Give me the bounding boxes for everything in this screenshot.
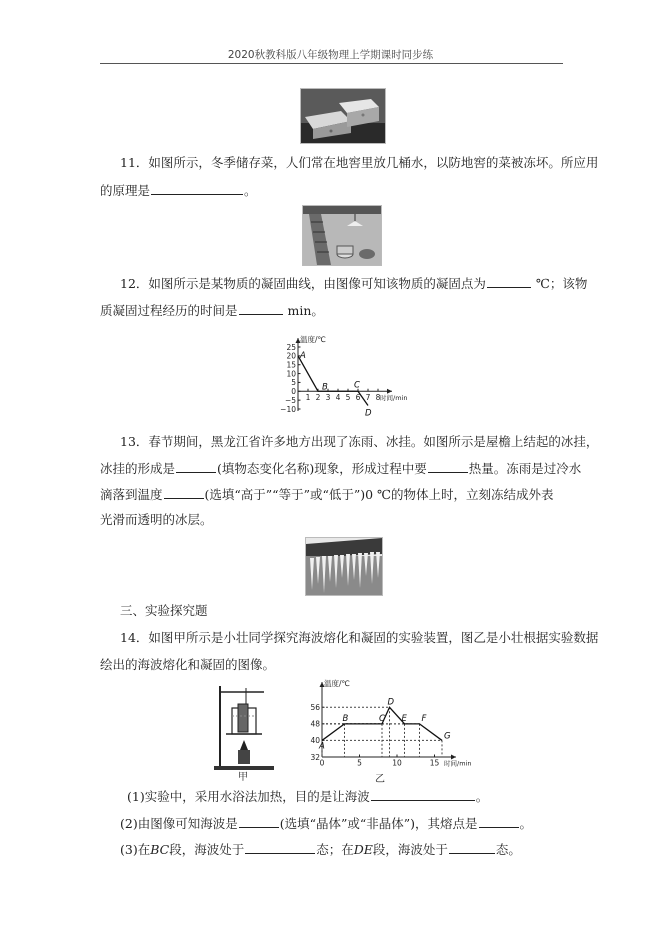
point-label-E: E bbox=[401, 713, 407, 724]
y-tick-label: 5 bbox=[291, 378, 296, 388]
test-tube bbox=[238, 704, 248, 732]
x-axis-label: 时间/min bbox=[444, 759, 472, 768]
y-axis-label: 温度/℃ bbox=[324, 679, 350, 688]
q14-p3-text-d: 态；在 bbox=[316, 842, 354, 857]
q13-line1: 13．春节期间，黑龙江省许多地方出现了冻雨、冰挂。如图所示是屋檐上结起的冰挂， bbox=[120, 434, 599, 449]
x-tick-label: 4 bbox=[335, 392, 341, 402]
q13-text-a: 冰挂的形成是 bbox=[100, 461, 176, 476]
x-tick-label: 2 bbox=[315, 392, 321, 402]
y-tick-label: −10 bbox=[280, 404, 296, 414]
q13-text-d: 滴落到温度 bbox=[100, 487, 163, 502]
q14-p3-de: DE bbox=[353, 842, 373, 857]
q14-part2 bbox=[120, 814, 590, 834]
flame bbox=[240, 740, 248, 750]
q14-line2: 绘出的海波熔化和凝固的图像。 bbox=[100, 657, 276, 672]
q11-text-a: 的原理是 bbox=[100, 183, 151, 198]
x-tick-label: 15 bbox=[429, 758, 440, 768]
point-label-B: B bbox=[322, 382, 328, 393]
q13-heat-blank[interactable] bbox=[428, 459, 468, 473]
y-tick-label: 0 bbox=[291, 387, 296, 397]
q12-text-b: ℃；该物 bbox=[535, 276, 588, 291]
q14-crystal-blank[interactable] bbox=[239, 814, 279, 828]
y-tick-label: 25 bbox=[286, 342, 296, 352]
point-label-D: D bbox=[365, 408, 372, 419]
y-tick-label: 56 bbox=[310, 703, 320, 713]
q12-text-c: 质凝固过程经历的时间是 bbox=[100, 303, 238, 318]
q12-line2 bbox=[100, 301, 570, 321]
label-yi: 乙 bbox=[375, 774, 385, 785]
point-label-D: D bbox=[387, 697, 395, 708]
q14-p1-blank[interactable] bbox=[371, 787, 475, 801]
x-tick-label: 6 bbox=[355, 392, 361, 402]
q14-bc-state-blank[interactable] bbox=[245, 840, 315, 854]
photo-cakes bbox=[300, 88, 386, 144]
q14-p2-text-c: 。 bbox=[519, 816, 533, 831]
q12-freezing-point-blank[interactable] bbox=[487, 274, 531, 288]
q13-temperature-blank[interactable] bbox=[164, 485, 204, 499]
q14-part1 bbox=[127, 787, 597, 807]
point-label-C: C bbox=[354, 380, 360, 391]
x-tick-label: 5 bbox=[357, 758, 362, 768]
point-label-C: C bbox=[379, 713, 385, 724]
q13-line3 bbox=[100, 485, 570, 505]
header-divider bbox=[100, 63, 563, 64]
point-label-F: F bbox=[421, 713, 427, 724]
x-tick-label: 1 bbox=[305, 392, 311, 402]
page-header: 2020秋教科版八年级物理上学期课时同步练 bbox=[227, 49, 434, 61]
apparatus-figure bbox=[212, 682, 278, 778]
y-tick-label: 20 bbox=[286, 351, 296, 361]
alcohol-lamp bbox=[238, 750, 250, 764]
q14-p1-text-b: 。 bbox=[475, 789, 489, 804]
photo-cellar bbox=[302, 205, 382, 266]
q14-de-state-blank[interactable] bbox=[449, 840, 495, 854]
q13-text-b: (填物态变化名称)现象，形成过程中要 bbox=[217, 461, 427, 476]
y-tick-label: 48 bbox=[310, 719, 320, 729]
q14-p1-text-a: (1)实验中，采用水浴法加热，目的是让海波 bbox=[127, 789, 370, 804]
q11-text-b: 。 bbox=[244, 183, 257, 198]
q14-p3-text-a: (3)在 bbox=[120, 842, 151, 857]
section-title: 三、实验探究题 bbox=[120, 603, 208, 618]
q12-line1 bbox=[120, 274, 590, 294]
point-label-B: B bbox=[342, 713, 349, 724]
q14-line1: 14．如图甲所示是小壮同学探究海波熔化和凝固的实验装置，图乙是小壮根据实验数据 bbox=[120, 630, 599, 645]
q12-time-blank[interactable] bbox=[239, 301, 283, 315]
q13-text-c: 热量。冻雨是过冷水 bbox=[468, 461, 582, 476]
q13-phase-change-blank[interactable] bbox=[176, 459, 216, 473]
q14-melting-point-blank[interactable] bbox=[479, 814, 519, 828]
q14-p3-text-g: 态。 bbox=[495, 842, 521, 857]
q14-part3 bbox=[120, 840, 590, 860]
q11-answer-blank[interactable] bbox=[151, 181, 243, 195]
q14-p3-text-f: 段，海波处于 bbox=[372, 842, 448, 857]
q12-text-d: min。 bbox=[287, 303, 324, 318]
y-tick-label: 40 bbox=[310, 736, 320, 746]
q11-line1: 11．如图所示，冬季储存菜，人们常在地窖里放几桶水，以防地窖的菜被冻坏。所应用 bbox=[120, 155, 599, 170]
q13-line2 bbox=[100, 459, 582, 479]
q13-line4: 光滑而透明的冰层。 bbox=[100, 512, 213, 527]
photo-icicles bbox=[305, 537, 383, 596]
y-tick-label: 32 bbox=[310, 752, 320, 762]
x-tick-label: 7 bbox=[365, 392, 371, 402]
q14-p2-text-a: (2)由图像可知海波是 bbox=[120, 816, 238, 831]
solidification-curve-chart bbox=[276, 333, 416, 419]
q11-line2 bbox=[100, 181, 570, 201]
melting-solidification-chart bbox=[300, 677, 480, 773]
q13-text-e: (选填“高于”“等于”或“低于”)0 ℃的物体上时，立刻冻结成外表 bbox=[204, 487, 554, 502]
y-tick-label: 10 bbox=[286, 369, 296, 379]
q14-p3-text-c: 段，海波处于 bbox=[169, 842, 245, 857]
x-tick-label: 5 bbox=[345, 392, 351, 402]
y-axis-label: 温度/℃ bbox=[300, 335, 326, 344]
x-axis-label: 时间/min bbox=[380, 393, 408, 402]
x-tick-label: 8 bbox=[375, 392, 381, 402]
x-tick-label: 10 bbox=[392, 758, 402, 768]
y-tick-label: −5 bbox=[284, 395, 296, 405]
x-tick-label: 0 bbox=[319, 758, 325, 768]
point-label-A: A bbox=[300, 350, 306, 361]
q14-p3-bc: BC bbox=[150, 842, 170, 857]
point-label-G: G bbox=[444, 731, 451, 742]
q14-p2-text-b: (选填“晶体”或“非晶体”)，其熔点是 bbox=[279, 816, 478, 831]
x-tick-label: 3 bbox=[325, 392, 331, 402]
y-tick-label: 15 bbox=[286, 360, 296, 370]
q12-text-a: 12．如图所示是某物质的凝固曲线，由图像可知该物质的凝固点为 bbox=[120, 276, 486, 291]
label-jia: 甲 bbox=[238, 772, 248, 783]
point-label-A: A bbox=[319, 741, 325, 752]
